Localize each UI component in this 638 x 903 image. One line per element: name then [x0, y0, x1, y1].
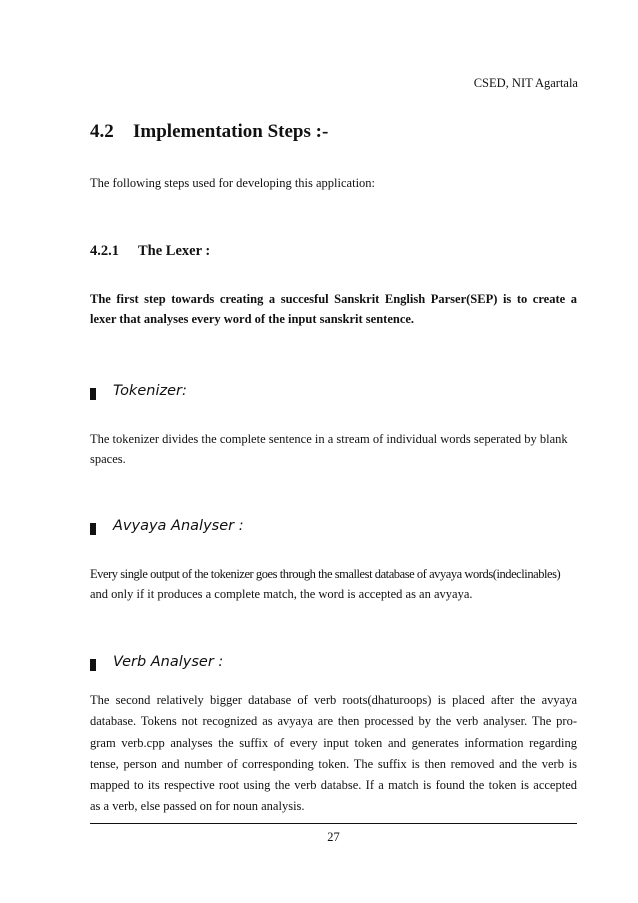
subsection-heading: [90, 243, 210, 260]
tokenizer-heading: Tokenizer:: [113, 383, 187, 399]
text-line: mapped to its respective root using the verb databse. If a match is found the token is accepted: [90, 778, 577, 793]
text-line: The second relatively bigger database of verb roots(dhaturoops) is placed after the avyaya: [90, 693, 577, 707]
bullet-marker: [90, 659, 96, 671]
avyaya-analyser-paragraph: [90, 564, 620, 604]
page-number: 27: [327, 830, 340, 844]
verb-analyser-heading: Verb Analyser :: [113, 654, 224, 670]
text-line: The first step towards creating a succesful Sanskrit English Parser(SEP) is to create a: [90, 292, 577, 306]
footer-rule: [90, 823, 577, 824]
tokenizer-paragraph: [90, 429, 577, 469]
section-number: 4.2: [90, 121, 114, 142]
avyaya-analyser-heading: Avyaya Analyser :: [113, 518, 244, 534]
text-line: The tokenizer divides the complete sentence in a stream of individual words seperated by blank: [90, 432, 568, 446]
text-line: as a verb, else passed on for noun analysis.: [90, 799, 305, 814]
text-line: tense, person and number of corresponding token. The suffix is then removed and the verb is: [90, 756, 577, 771]
verb-analyser-paragraph: [90, 690, 577, 818]
section-intro: The following steps used for developing this application:: [90, 176, 376, 190]
section-heading: [90, 121, 328, 143]
text-line: and only if it produces a complete match, the word is accepted as an avyaya.: [90, 587, 473, 601]
text-line: lexer that analyses every word of the input sanskrit sentence.: [90, 312, 415, 326]
subsection-number: 4.2.1: [90, 243, 119, 259]
bullet-marker: [90, 523, 96, 535]
subsection-intro: [90, 289, 577, 329]
bullet-marker: [90, 388, 96, 400]
running-header: CSED, NIT Agartala: [473, 76, 578, 90]
text-line: database. Tokens not recognized as avyaya are then processed by the verb analyser. The pro-: [90, 714, 577, 729]
text-line: spaces.: [90, 452, 126, 466]
section-title: Implementation Steps :-: [133, 121, 329, 142]
text-line: Every single output of the tokenizer goes through the smallest database of avyaya words(indeclinables): [90, 567, 561, 581]
subsection-title: The Lexer :: [138, 243, 211, 259]
text-line: gram verb.cpp analyses the suffix of every input token and generates information regarding: [90, 735, 577, 750]
